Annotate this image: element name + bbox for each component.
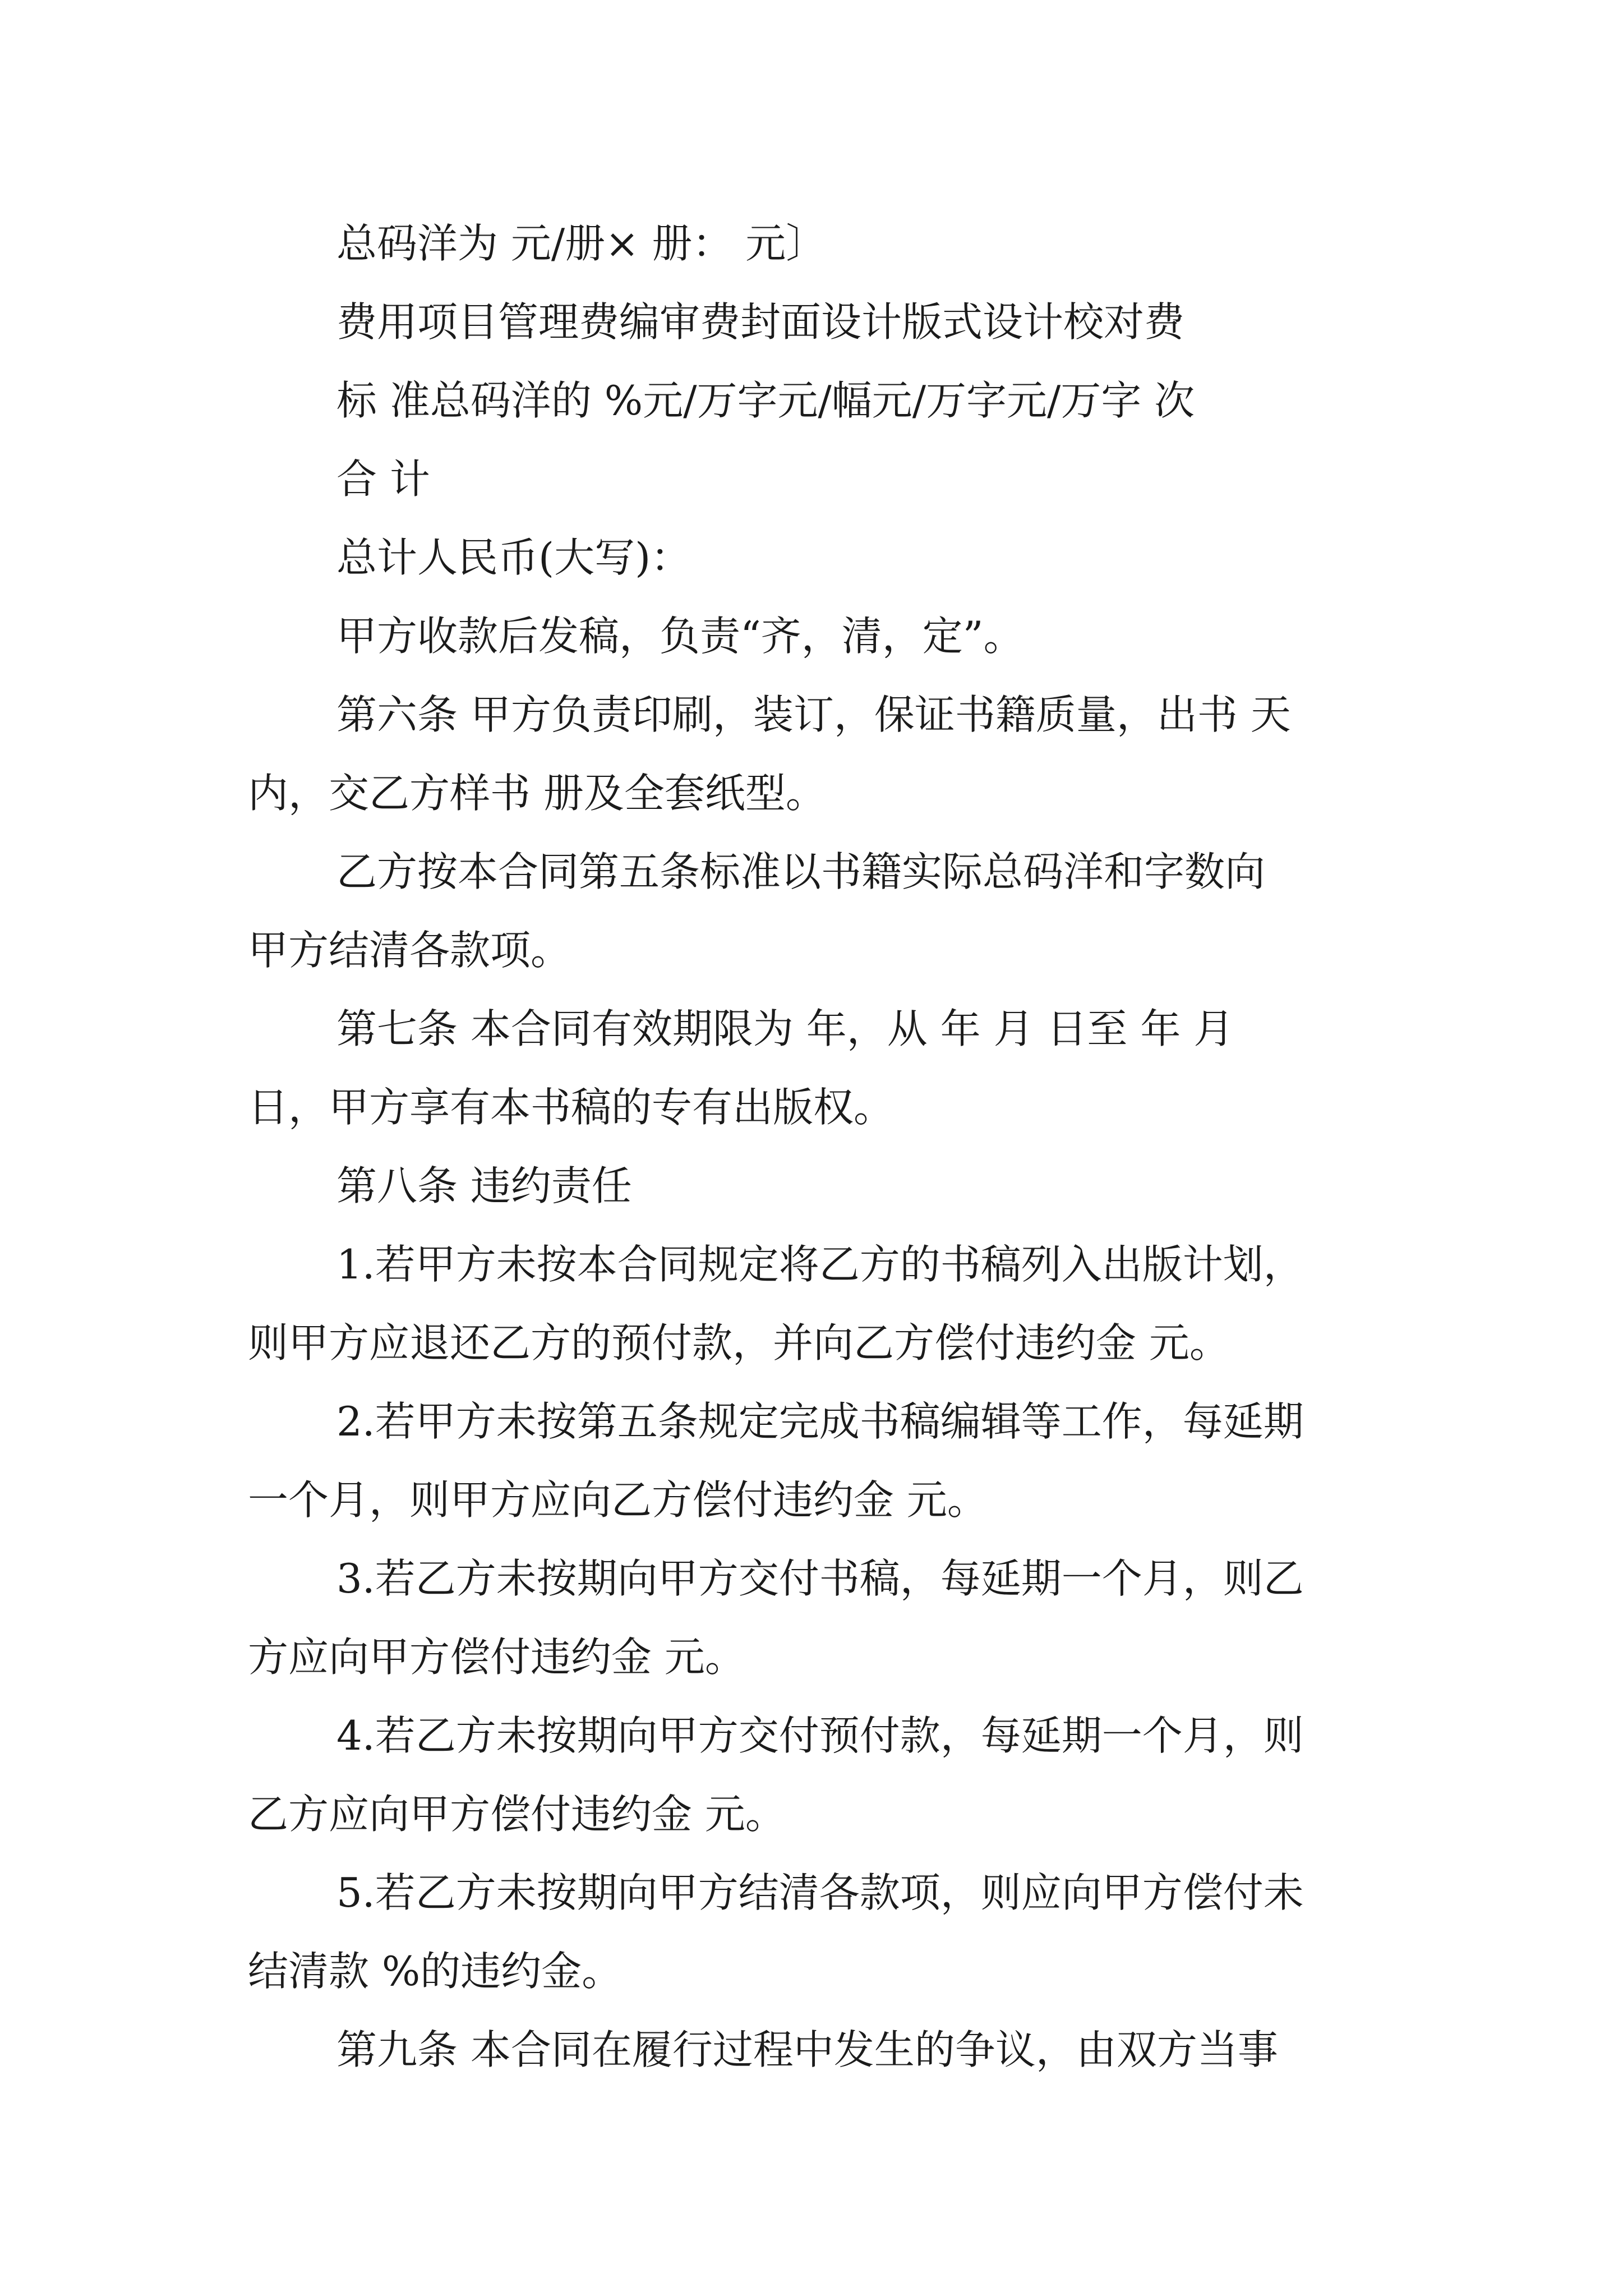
text-line: 则甲方应退还乙方的预付款，并向乙方偿付违约金 元。 — [248, 1319, 1230, 1366]
text-line: 总计人民币(大写)： — [336, 534, 691, 581]
text-line: 乙方应向甲方偿付违约金 元。 — [248, 1791, 786, 1838]
text-line: 2.若甲方未按第五条规定完成书稿编辑等工作，每延期 — [336, 1398, 1304, 1445]
text-line: 第八条 违约责任 — [336, 1162, 632, 1209]
text-line: 甲方收款后发稿，负责“齐，清，定”。 — [336, 613, 1024, 660]
text-line: 一个月，则甲方应向乙方偿付违约金 元。 — [248, 1476, 988, 1524]
text-line: 日，甲方享有本书稿的专有出版权。 — [248, 1084, 895, 1131]
text-line: 标 准总码洋的 %元/万字元/幅元/万字元/万字 次 — [336, 377, 1195, 424]
text-line: 1.若甲方未按本合同规定将乙方的书稿列入出版计划， — [336, 1241, 1304, 1288]
text-line: 甲方结清各款项。 — [248, 927, 571, 974]
text-line: 合 计 — [336, 455, 430, 503]
text-line: 第六条 甲方负责印刷，装订，保证书籍质量，出书 天 — [336, 691, 1291, 738]
text-line: 第九条 本合同在履行过程中发生的争议，由双方当事 — [336, 2026, 1278, 2073]
text-line: 3.若乙方未按期向甲方交付书稿，每延期一个月，则乙 — [336, 1555, 1304, 1602]
text-line: 费用项目管理费编审费封面设计版式设计校对费 — [336, 298, 1185, 346]
text-line: 4.若乙方未按期向甲方交付预付款，每延期一个月，则 — [336, 1712, 1304, 1759]
text-line: 5.若乙方未按期向甲方结清各款项，则应向甲方偿付未 — [336, 1869, 1304, 1916]
text-line: 方应向甲方偿付违约金 元。 — [248, 1634, 745, 1681]
text-line: 内，交乙方样书 册及全套纸型。 — [248, 770, 826, 817]
text-line: 第七条 本合同有效期限为 年，从 年 月 日至 年 月 — [336, 1005, 1234, 1052]
text-line: 乙方按本合同第五条标准以书籍实际总码洋和字数向 — [336, 848, 1266, 895]
text-line: 总码洋为 元/册× 册： 元〕 — [336, 220, 827, 267]
text-line: 结清款 %的违约金。 — [248, 1948, 623, 1995]
